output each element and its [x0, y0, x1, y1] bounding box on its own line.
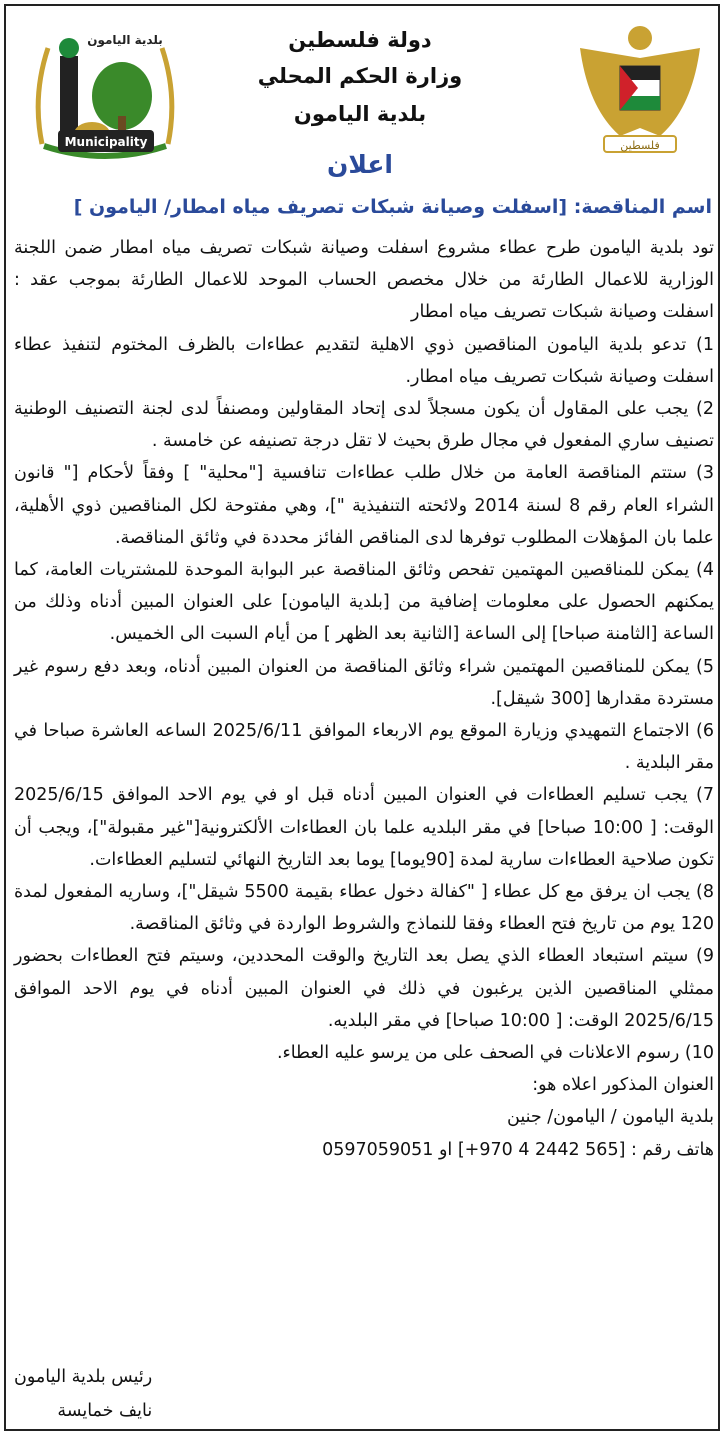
address-heading: العنوان المذكور اعلاه هو: — [532, 1075, 714, 1096]
clause-8: 8) يجب ان يرفق مع كل عطاء [ "كفالة دخول عطاء بقيمة 5500 شيقل"]، وساريه المفعول لمدة 120 يوم من تاريخ فتح العطاء وفقا للنماذج والشروط الواردة في وثائق المناقصة. — [14, 882, 714, 935]
announcement-body — [14, 232, 714, 1166]
clause-2: 2) يجب على المقاول أن يكون مسجلاً لدى إتحاد المقاولين ومصنفاً لدى لجنة التصنيف الوطنية تصنيف ساري المفعول في مجال طرق بحيث لا تقل درجة تصنيفه عن خامسة . — [14, 399, 714, 452]
logo-text-bottom: Municipality — [64, 135, 148, 149]
clause-5: 5) يمكن للمناقصين المهتمين شراء وثائق المناقصة من العنوان المبين أدناه، وبعد دفع رسوم غير مستردة مقدارها [300 شيقل]. — [14, 656, 714, 709]
clause-7: 7) يجب تسليم العطاءات في العنوان المبين أدناه قبل او في يوم الاحد الموافق 2025/6/15 الوقت: [ 10:00 صباحا] في مقر البلديه علما بان العطاءات الألكترونية["غير مقبولة"]، ويجب أن تكون صلاحية العطاءات سارية لمدة [90يوما] يوما بعد التاريخ النهائي لتسليم العطاءات. — [14, 785, 714, 870]
palestine-eagle-emblem — [570, 18, 710, 163]
address-line: بلدية اليامون / اليامون/ جنين — [507, 1107, 714, 1128]
clause-9: 9) سيتم استبعاد العطاء الذي يصل بعد التاريخ والوقت المحددين، وسيتم فتح العطاءات بحضور ممثلي المناقصين الذين يرغبون في ذلك في العنوان المبين أدناه في يوم الاحد الموافق 2025/6/15 الوقت: [ 10:00 صباحا] في مقر البلديه. — [14, 946, 714, 1031]
logo-text-top: بلدية اليامون — [87, 33, 163, 47]
clause-3: 3) ستتم المناقصة العامة من خلال طلب عطاءات تنافسية ["محلية" ] وفقاً لأحكام [" قانون الشراء العام رقم 8 لسنة 2014 ولائحته التنفيذية "]، وهي مفتوحة لكل المناقصين ذوي الأهلية، علما بان المؤهلات المطلوب توفرها لدى المناقص الفائز محددة في وثائق المناقصة. — [14, 463, 714, 548]
signature-name: نايف خمايسة — [57, 1401, 153, 1421]
clause-4: 4) يمكن للمناقصين المهتمين تفحص وثائق المناقصة عبر البوابة الموحدة للمشتريات العامة، كما يمكنهم الحصول على معلومات إضافية من [بلدية اليامون] على العنوان المبين أدناه وذلك من الساعة [الثامنة صباحا] إلى الساعة [الثانية بعد الظهر ] من أيام السبت الى الخميس. — [14, 560, 714, 645]
signature-block — [14, 1360, 152, 1428]
clause-1: 1) تدعو بلدية اليامون المناقصين ذوي الاهلية لتقديم عطاءات بالظرف المختوم لتنفيذ عطاء اسفلت وصيانة شبكات تصريف مياه امطار. — [14, 334, 714, 387]
signature-title: رئيس بلدية اليامون — [14, 1367, 153, 1387]
phone-line: هاتف رقم : [565 2442 4 970+] او 0597059051 — [322, 1139, 714, 1160]
clause-10: 10) رسوم الاعلانات في الصحف على من يرسو عليه العطاء. — [276, 1043, 714, 1064]
ministry-name: وزارة الحكم المحلي — [257, 64, 463, 88]
letterhead — [0, 0, 728, 190]
intro-paragraph: تود بلدية اليامون طرح عطاء مشروع اسفلت وصيانة شبكات تصريف مياه امطار ضمن اللجنة الوزارية للاعمال الطارئة من خلال مخصص الحساب الموحد للاعمال الطارئة بموجب عقد : اسفلت وصيانة شبكات تصريف مياه امطار — [14, 238, 714, 323]
tender-title: اسم المناقصة: [اسفلت وصيانة شبكات تصريف مياه امطار/ اليامون ] — [73, 196, 712, 218]
municipality-name: بلدية اليامون — [293, 102, 427, 126]
clause-6: 6) الاجتماع التمهيدي وزيارة الموقع يوم الاربعاء الموافق 2025/6/11 الساعه العاشرة صباحا في مقر البلدية . — [14, 721, 714, 774]
yamoun-municipality-logo — [30, 26, 180, 161]
announcement-heading: اعلان — [327, 150, 393, 179]
emblem-text: فلسطين — [620, 139, 660, 152]
state-name: دولة فلسطين — [288, 28, 432, 52]
